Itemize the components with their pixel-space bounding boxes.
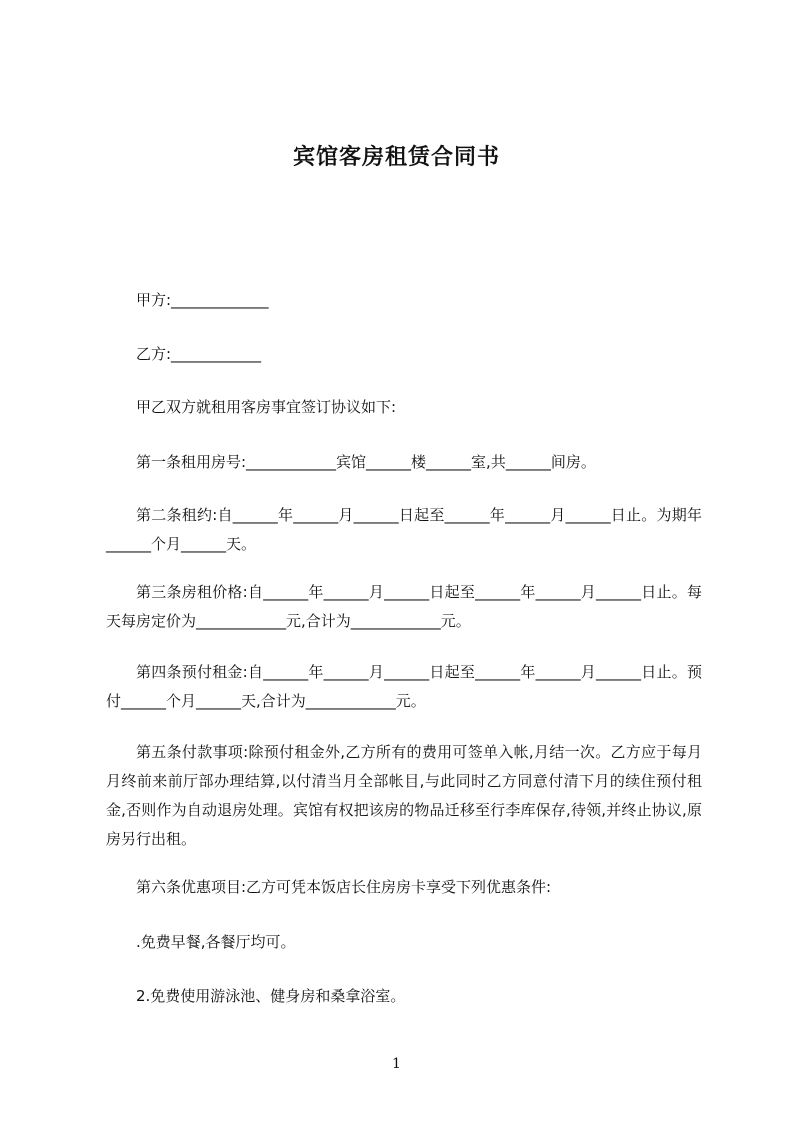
document-title: 宾馆客房租赁合同书 <box>292 145 500 170</box>
clause-6-benefits: 第六条优惠项目:乙方可凭本饭店长住房房卡享受下列优惠条件: <box>136 878 552 896</box>
clause-5-payment-terms: 第五条付款事项:除预付租金外,乙方所有的费用可签单入帐,月结一次。乙方应于每月月终前来前厅部办理结算,以付清当月全部帐目,与此同时乙方同意付清下月的续住预付租金,否则作为自动退房处理。宾馆有权把该房的物品迁移至行李库保存,待领,并终止协议,原房另行出租。 <box>106 743 702 848</box>
clause-3-room-rate: 第三条房租价格:自______年______月______日起至______年______月______日止。每天每房定价为____________元,合计为____________元。 <box>106 583 702 630</box>
benefit-item-1: .免费早餐,各餐厅均可。 <box>136 933 296 951</box>
clause-1-room-number: 第一条租用房号:____________宾馆______楼______室,共______间房。 <box>136 453 596 471</box>
party-a-line: 甲方:_____________ <box>136 291 269 309</box>
page-number: 1 <box>392 1056 401 1072</box>
clause-2-lease-term: 第二条租约:自______年______月______日起至______年______月______日止。为期年______个月______天。 <box>106 506 702 553</box>
party-b-line: 乙方:____________ <box>136 345 262 363</box>
agreement-intro: 甲乙双方就租用客房事宜签订协议如下: <box>136 398 397 416</box>
clause-4-prepaid-rent: 第四条预付租金:自______年______月______日起至______年______月______日止。预付______个月______天,合计为____________元。 <box>106 663 702 710</box>
benefit-item-2: 2.免费使用游泳池、健身房和桑拿浴室。 <box>136 987 406 1005</box>
